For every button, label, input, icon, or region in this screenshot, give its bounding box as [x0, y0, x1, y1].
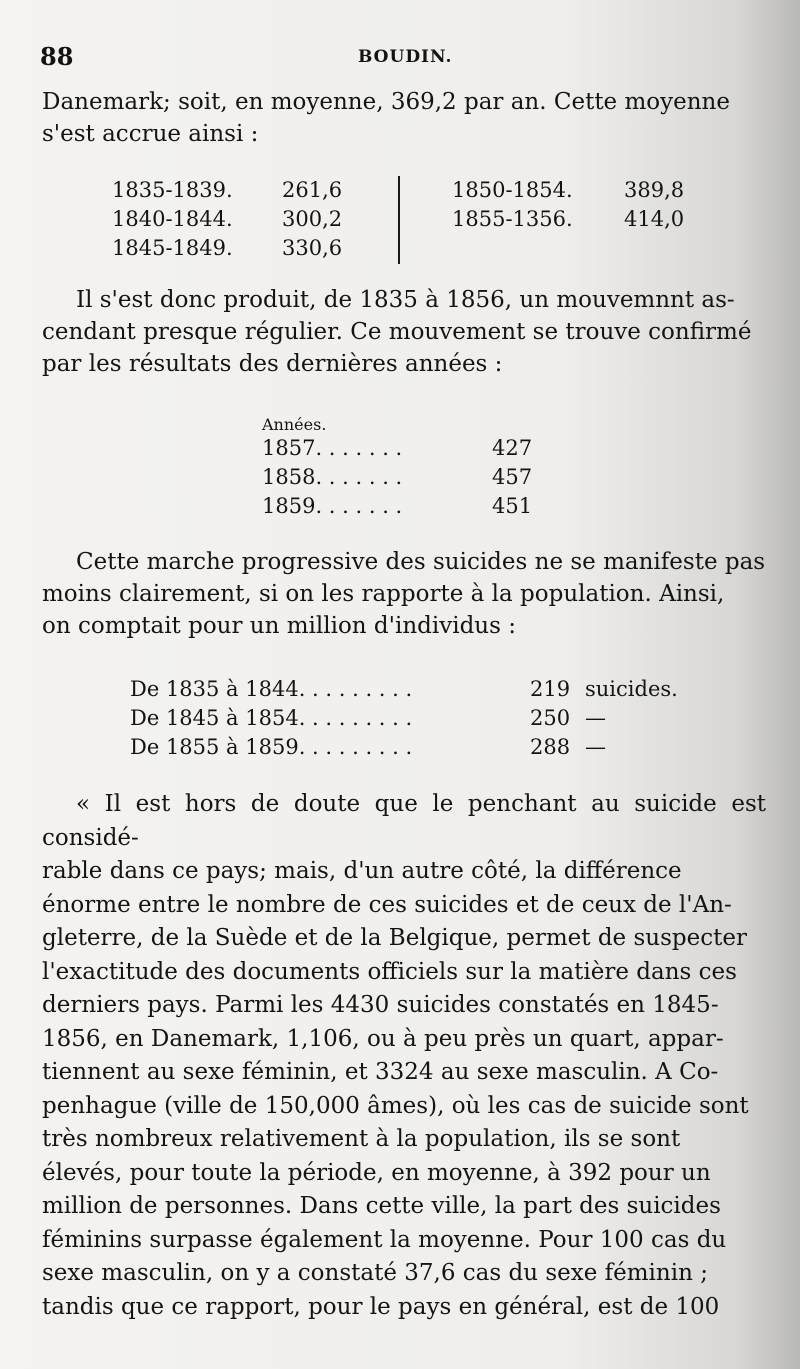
paragraph-mouvement [42, 284, 766, 380]
table-cell-year: 1857. . . . . . . [262, 436, 403, 460]
running-head: BOUDIN. [358, 47, 453, 67]
text-line: gleterre, de la Suède et de la Belgique, permet de suspecter [42, 925, 747, 951]
table-cell-unit: — [585, 706, 606, 730]
table-cell-value: 219 [530, 677, 571, 701]
paragraph-intro [42, 86, 766, 150]
table-cell-value: 451 [492, 494, 533, 518]
page-header [40, 40, 760, 80]
averages-table-right [452, 176, 684, 234]
table-cell-year: 1859. . . . . . . [262, 494, 403, 518]
paragraph-quotation [42, 788, 766, 1324]
table-cell-range: De 1845 à 1854. . . . . . . . . [130, 706, 413, 730]
averages-table-left [112, 176, 342, 263]
text-line: « Il est hors de doute que le penchant au suicide est considé- [42, 791, 766, 851]
table-row [262, 492, 532, 521]
table-cell-value: 457 [492, 465, 533, 489]
text-line: sexe masculin, on y a constaté 37,6 cas du sexe féminin ; [42, 1260, 708, 1286]
table-cell-year: 1858. . . . . . . [262, 465, 403, 489]
table-cell-value: 389,8 [624, 178, 685, 202]
table-cell-years: 1855-1356. [452, 207, 573, 231]
text-line: derniers pays. Parmi les 4430 suicides constatés en 1845- [42, 992, 719, 1018]
table-row [112, 176, 342, 205]
text-line: très nombreux relativement à la population, ils se sont [42, 1126, 681, 1152]
text-line: élevés, pour toute la période, en moyenne, à 392 pour un [42, 1159, 711, 1186]
text-line: moins clairement, si on les rapporte à la population. Ainsi, [42, 581, 725, 607]
table-cell-years: 1850-1854. [452, 178, 573, 202]
table-cell-value: 414,0 [624, 207, 685, 231]
table-row [112, 205, 342, 234]
text-line: 1856, en Danemark, 1,106, ou à peu près un quart, appar- [42, 1025, 724, 1052]
table-row [130, 704, 678, 733]
text-line: Il s'est donc produit, de 1835 à 1856, un mouvemnnt as- [76, 287, 735, 313]
table-cell-range: De 1855 à 1859. . . . . . . . . [130, 735, 413, 759]
table-cell-unit: suicides. [585, 677, 678, 701]
table-row [452, 205, 684, 234]
table-cell-years: 1840-1844. [112, 207, 233, 231]
table-row [112, 234, 342, 263]
table-cell-value: 288 [530, 735, 571, 759]
table-row [262, 434, 532, 463]
years-table [262, 434, 532, 521]
text-line: l'exactitude des documents officiels sur la matière dans ces [42, 958, 737, 985]
text-line: féminins surpasse également la moyenne. Pour 100 cas du [42, 1226, 727, 1253]
table-row [262, 463, 532, 492]
table-cell-unit: — [585, 735, 606, 759]
table-cell-value: 330,6 [282, 236, 343, 260]
table-cell-value: 427 [492, 436, 533, 460]
table-cell-years: 1835-1839. [112, 178, 233, 202]
table-row [130, 675, 678, 704]
table-cell-years: 1845-1849. [112, 236, 233, 260]
text-line: tiennent au sexe féminin, et 3324 au sexe masculin. A Co- [42, 1059, 719, 1085]
text-line: penhague (ville de 150,000 âmes), où les cas de suicide sont [42, 1092, 749, 1119]
text-line: Danemark; soit, en moyenne, 369,2 par an. Cette moyenne [42, 89, 730, 115]
text-line: Cette marche progressive des suicides ne se manifeste pas [76, 549, 766, 575]
text-line: énorme entre le nombre de ces suicides et de ceux de l'An- [42, 891, 732, 918]
table-cell-value: 261,6 [282, 178, 343, 202]
text-line: s'est accrue ainsi : [42, 121, 259, 147]
text-line: par les résultats des dernières années : [42, 351, 503, 377]
table-row [130, 733, 678, 762]
table-divider [398, 176, 400, 264]
paragraph-progression [42, 546, 766, 642]
table-cell-value: 300,2 [282, 207, 343, 231]
text-line: rable dans ce pays; mais, d'un autre côté, la différence [42, 858, 682, 884]
page-number: 88 [40, 42, 74, 71]
table-cell-range: De 1835 à 1844. . . . . . . . . [130, 677, 413, 701]
text-line: on comptait pour un million d'individus : [42, 613, 516, 639]
table-cell-value: 250 [530, 706, 571, 730]
periods-table [130, 675, 678, 762]
text-line: tandis que ce rapport, pour le pays en général, est de 100 [42, 1293, 720, 1320]
text-line: million de personnes. Dans cette ville, la part des suicides [42, 1193, 721, 1219]
text-line: cendant presque régulier. Ce mouvement se trouve confirmé [42, 319, 752, 345]
table-row [452, 176, 684, 205]
years-table-heading: Années. [262, 415, 327, 434]
